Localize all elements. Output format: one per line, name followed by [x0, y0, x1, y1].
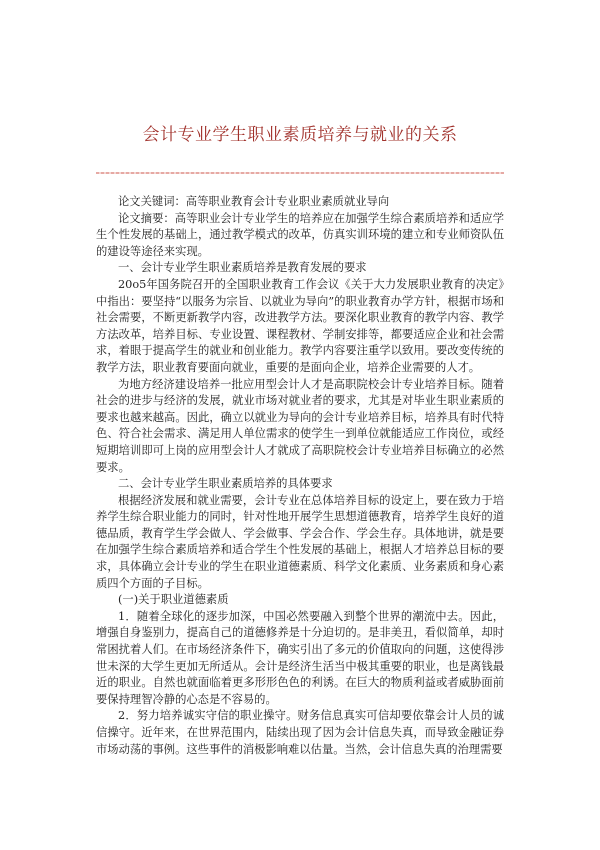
subsection-heading: (一)关于职业道德素质 — [118, 593, 229, 607]
keywords-paragraph: 论文关键词：高等职业教育会计专业职业素质就业导向 — [118, 195, 390, 208]
body-paragraph: 20o5年国务院召开的全国职业教育工作会议《关于大力发展职业教育的决定》中指出：要坚持“以服务为宗旨、以就业为导向”的职业教育办学方针，根据市场和社会需要，不断更新教学内容，改进教学方法。要深化职业教育的教学内容、教学方法改革，培养目标、专业设置、课程教材、学制安排等，都要适应企业和社会需求，着眼于提高学生的就业和创业能力。教学内容要注重学以致用。要改变传统的教学方法，职业教育要面向就业，重要的是面向企业，培养企业需要的人才。 — [96, 277, 504, 374]
body-paragraph: 2．努力培养诚实守信的职业操守。财务信息真实可信却要依靠会计人员的诚信操守。近年来，在世界范围内，陆续出现了因为会计信息失真，而导致金融证券市场动荡的事例。这些事件的消极影响难以估量。当然，会计信息失真的治理需要 — [96, 709, 504, 756]
section-heading-2: 二、会计专业学生职业素质培养的具体要求 — [118, 477, 333, 491]
body-paragraph: 为地方经济建设培养一批应用型会计人才是高职院校会计专业培养目标。随着社会的进步与经济的发展，就业市场对就业者的要求，尤其是对毕业生职业素质的要求也越来越高。因此，确立以就业为导向的会计专业培养目标，培养具有时代特色、符合社会需求、满足用人单位需求的使学生一到单位就能适应工作岗位，或经短期培训即可上岗的应用型会计人才就成了高职院校会计专业培养目标确立的必然要求。 — [96, 377, 504, 474]
title-divider — [96, 172, 504, 174]
section-heading-1: 一、会计专业学生职业素质培养是教育发展的要求 — [118, 261, 367, 275]
abstract-paragraph: 论文摘要：高等职业会计专业学生的培养应在加强学生综合素质培养和适应学生个性发展的基础上，通过教学模式的改革，仿真实训环境的建立和专业师资队伍的建设等途径来实现。 — [96, 211, 504, 258]
body-paragraph: 1．随着全球化的逐步加深，中国必然要融入到整个世界的潮流中去。因此，增强自身鉴别力，提高自己的道德修养是十分迫切的。是非美丑，看似简单，却时常困扰着人们。在市场经济条件下，确实引出了多元的价值取向的问题，这使得涉世未深的大学生更加无所适从。会计是经济生活当中极其重要的职业，也是离钱最近的职业。自然也就面临着更多形形色色的利诱。在巨大的物质利益或者威胁面前要保持理智冷静的心态是不容易的。 — [96, 609, 504, 706]
body-paragraph: 根据经济发展和就业需要，会计专业在总体培养目标的设定上，要在致力于培养学生综合职业能力的同时，针对性地开展学生思想道德教育，培养学生良好的道德品质，教育学生学会做人、学会做事、学会合作、学会生存。具体地讲，就是要在加强学生综合素质培养和适合学生个性发展的基础上，根据人才培养总目标的要求，具体确立会计专业的学生在职业道德素质、科学文化素质、业务素质和身心素质四个方面的子目标。 — [96, 493, 504, 590]
document-title: 会计专业学生职业素质培养与就业的关系 — [142, 125, 458, 145]
document-body — [96, 194, 504, 758]
